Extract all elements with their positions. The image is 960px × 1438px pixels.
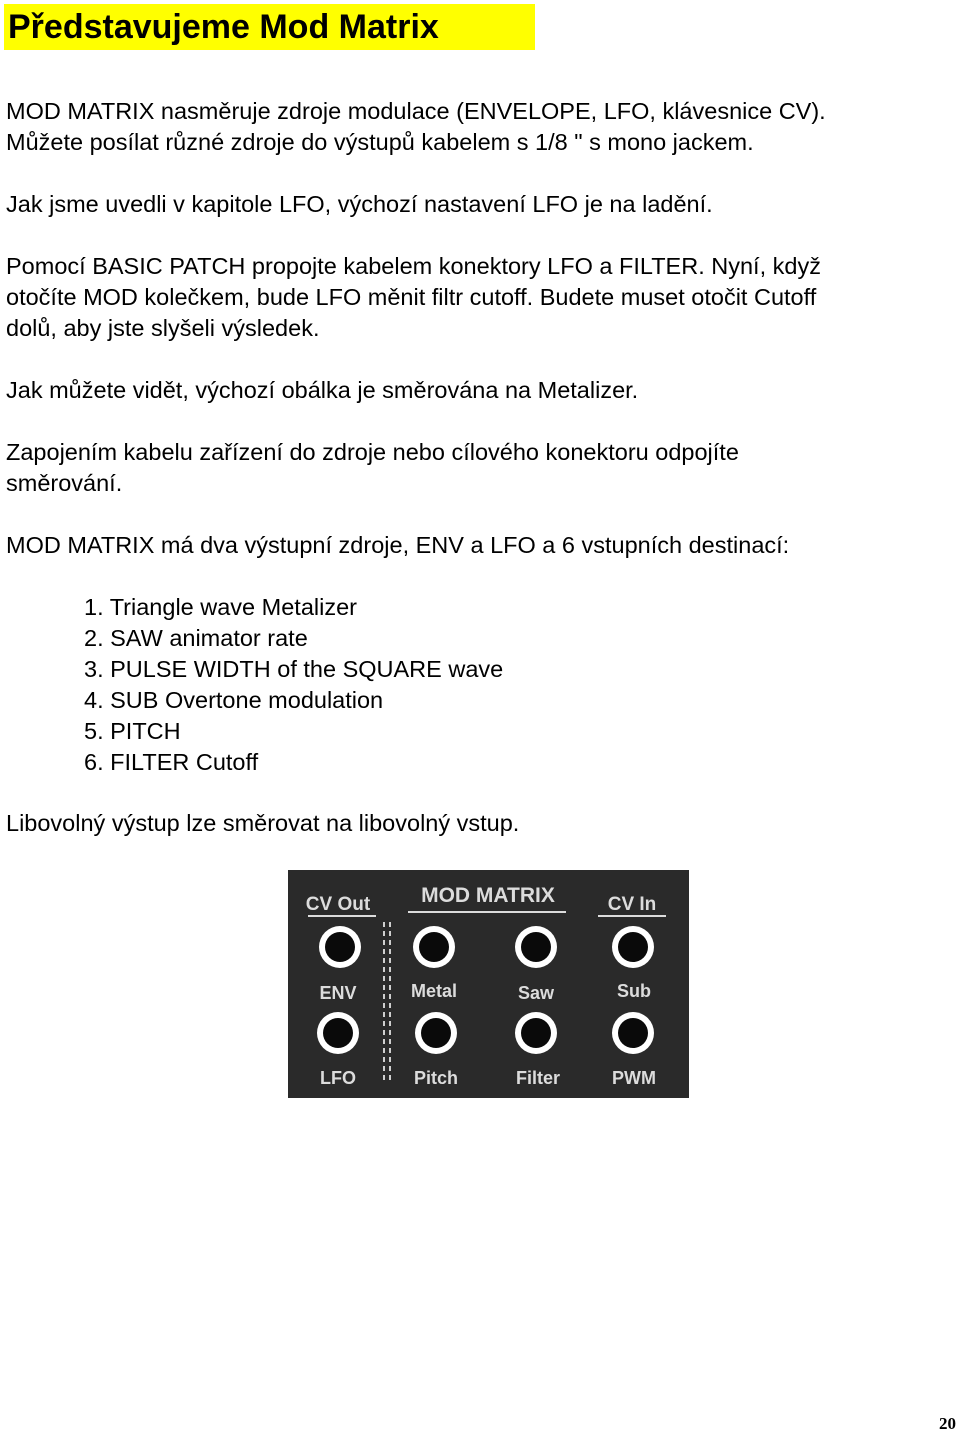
jack-hole: [325, 932, 355, 962]
paragraph-sources-destinations: MOD MATRIX má dva výstupní zdroje, ENV a LFO a 6 vstupních destinací:: [6, 532, 790, 558]
list-item: 2. SAW animator rate: [84, 625, 308, 651]
label-pwm: PWM: [612, 1068, 656, 1088]
jack-hole: [618, 1018, 648, 1048]
paragraph-basic-patch-line-3: dolů, aby jste slyšeli výsledek.: [6, 315, 320, 341]
jack-metal[interactable]: [413, 926, 455, 968]
paragraph-intro-line-2: Můžete posílat různé zdroje do výstupů kabelem s 1/8 " s mono jackem.: [6, 129, 754, 155]
list-item: 5. PITCH: [84, 718, 181, 744]
jack-hole: [521, 1018, 551, 1048]
paragraph-lfo-default: Jak jsme uvedli v kapitole LFO, výchozí nastavení LFO je na ladění.: [6, 191, 713, 217]
paragraph-disconnect-line-1: Zapojením kabelu zařízení do zdroje nebo cílového konektoru odpojíte: [6, 439, 739, 465]
paragraph-envelope-routing: Jak můžete vidět, výchozí obálka je směrována na Metalizer.: [6, 377, 639, 403]
label-filter: Filter: [515, 1068, 561, 1088]
label-pitch: Pitch: [413, 1068, 459, 1088]
paragraph-basic-patch-line-2: otočíte MOD kolečkem, bude LFO měnit filtr cutoff. Budete muset otočit Cutoff: [6, 284, 817, 310]
jack-pitch[interactable]: [415, 1012, 457, 1054]
list-item: 1. Triangle wave Metalizer: [84, 594, 357, 620]
paragraph-intro-line-1: MOD MATRIX nasměruje zdroje modulace (ENVELOPE, LFO, klávesnice CV).: [6, 98, 826, 124]
jack-hole: [521, 932, 551, 962]
page-number: 20: [939, 1414, 956, 1433]
jack-sub[interactable]: [612, 926, 654, 968]
label-lfo: LFO: [320, 1068, 356, 1088]
paragraph-disconnect-line-2: směrování.: [6, 470, 123, 496]
label-env: ENV: [319, 983, 357, 1003]
jack-lfo[interactable]: [317, 1012, 359, 1054]
jack-saw[interactable]: [515, 926, 557, 968]
destination-list: [84, 592, 503, 778]
list-item: 6. FILTER Cutoff: [84, 749, 259, 775]
mod-matrix-panel-image: [288, 870, 689, 1098]
jack-pwm[interactable]: [612, 1012, 654, 1054]
title-highlight: [4, 4, 535, 50]
jack-filter[interactable]: [515, 1012, 557, 1054]
paragraph-any-output: Libovolný výstup lze směrovat na libovolný vstup.: [6, 810, 520, 836]
jack-env[interactable]: [319, 926, 361, 968]
mod-matrix-header: MOD MATRIX: [421, 884, 555, 907]
list-item: 4. SUB Overtone modulation: [84, 687, 384, 713]
label-sub: Sub: [617, 981, 651, 1001]
jack-hole: [618, 932, 648, 962]
mod-matrix-panel-svg: [288, 870, 689, 1098]
page-title: Představujeme Mod Matrix: [8, 8, 439, 46]
paragraph-basic-patch-line-1: Pomocí BASIC PATCH propojte kabelem konektory LFO a FILTER. Nyní, když: [6, 253, 821, 279]
jack-hole: [419, 932, 449, 962]
label-metal: Metal: [410, 981, 458, 1001]
jack-hole: [323, 1018, 353, 1048]
jack-hole: [421, 1018, 451, 1048]
label-saw: Saw: [517, 983, 555, 1003]
cv-in-label: CV In: [607, 894, 657, 915]
list-item: 3. PULSE WIDTH of the SQUARE wave: [84, 656, 504, 682]
cv-out-label: CV Out: [305, 894, 371, 915]
